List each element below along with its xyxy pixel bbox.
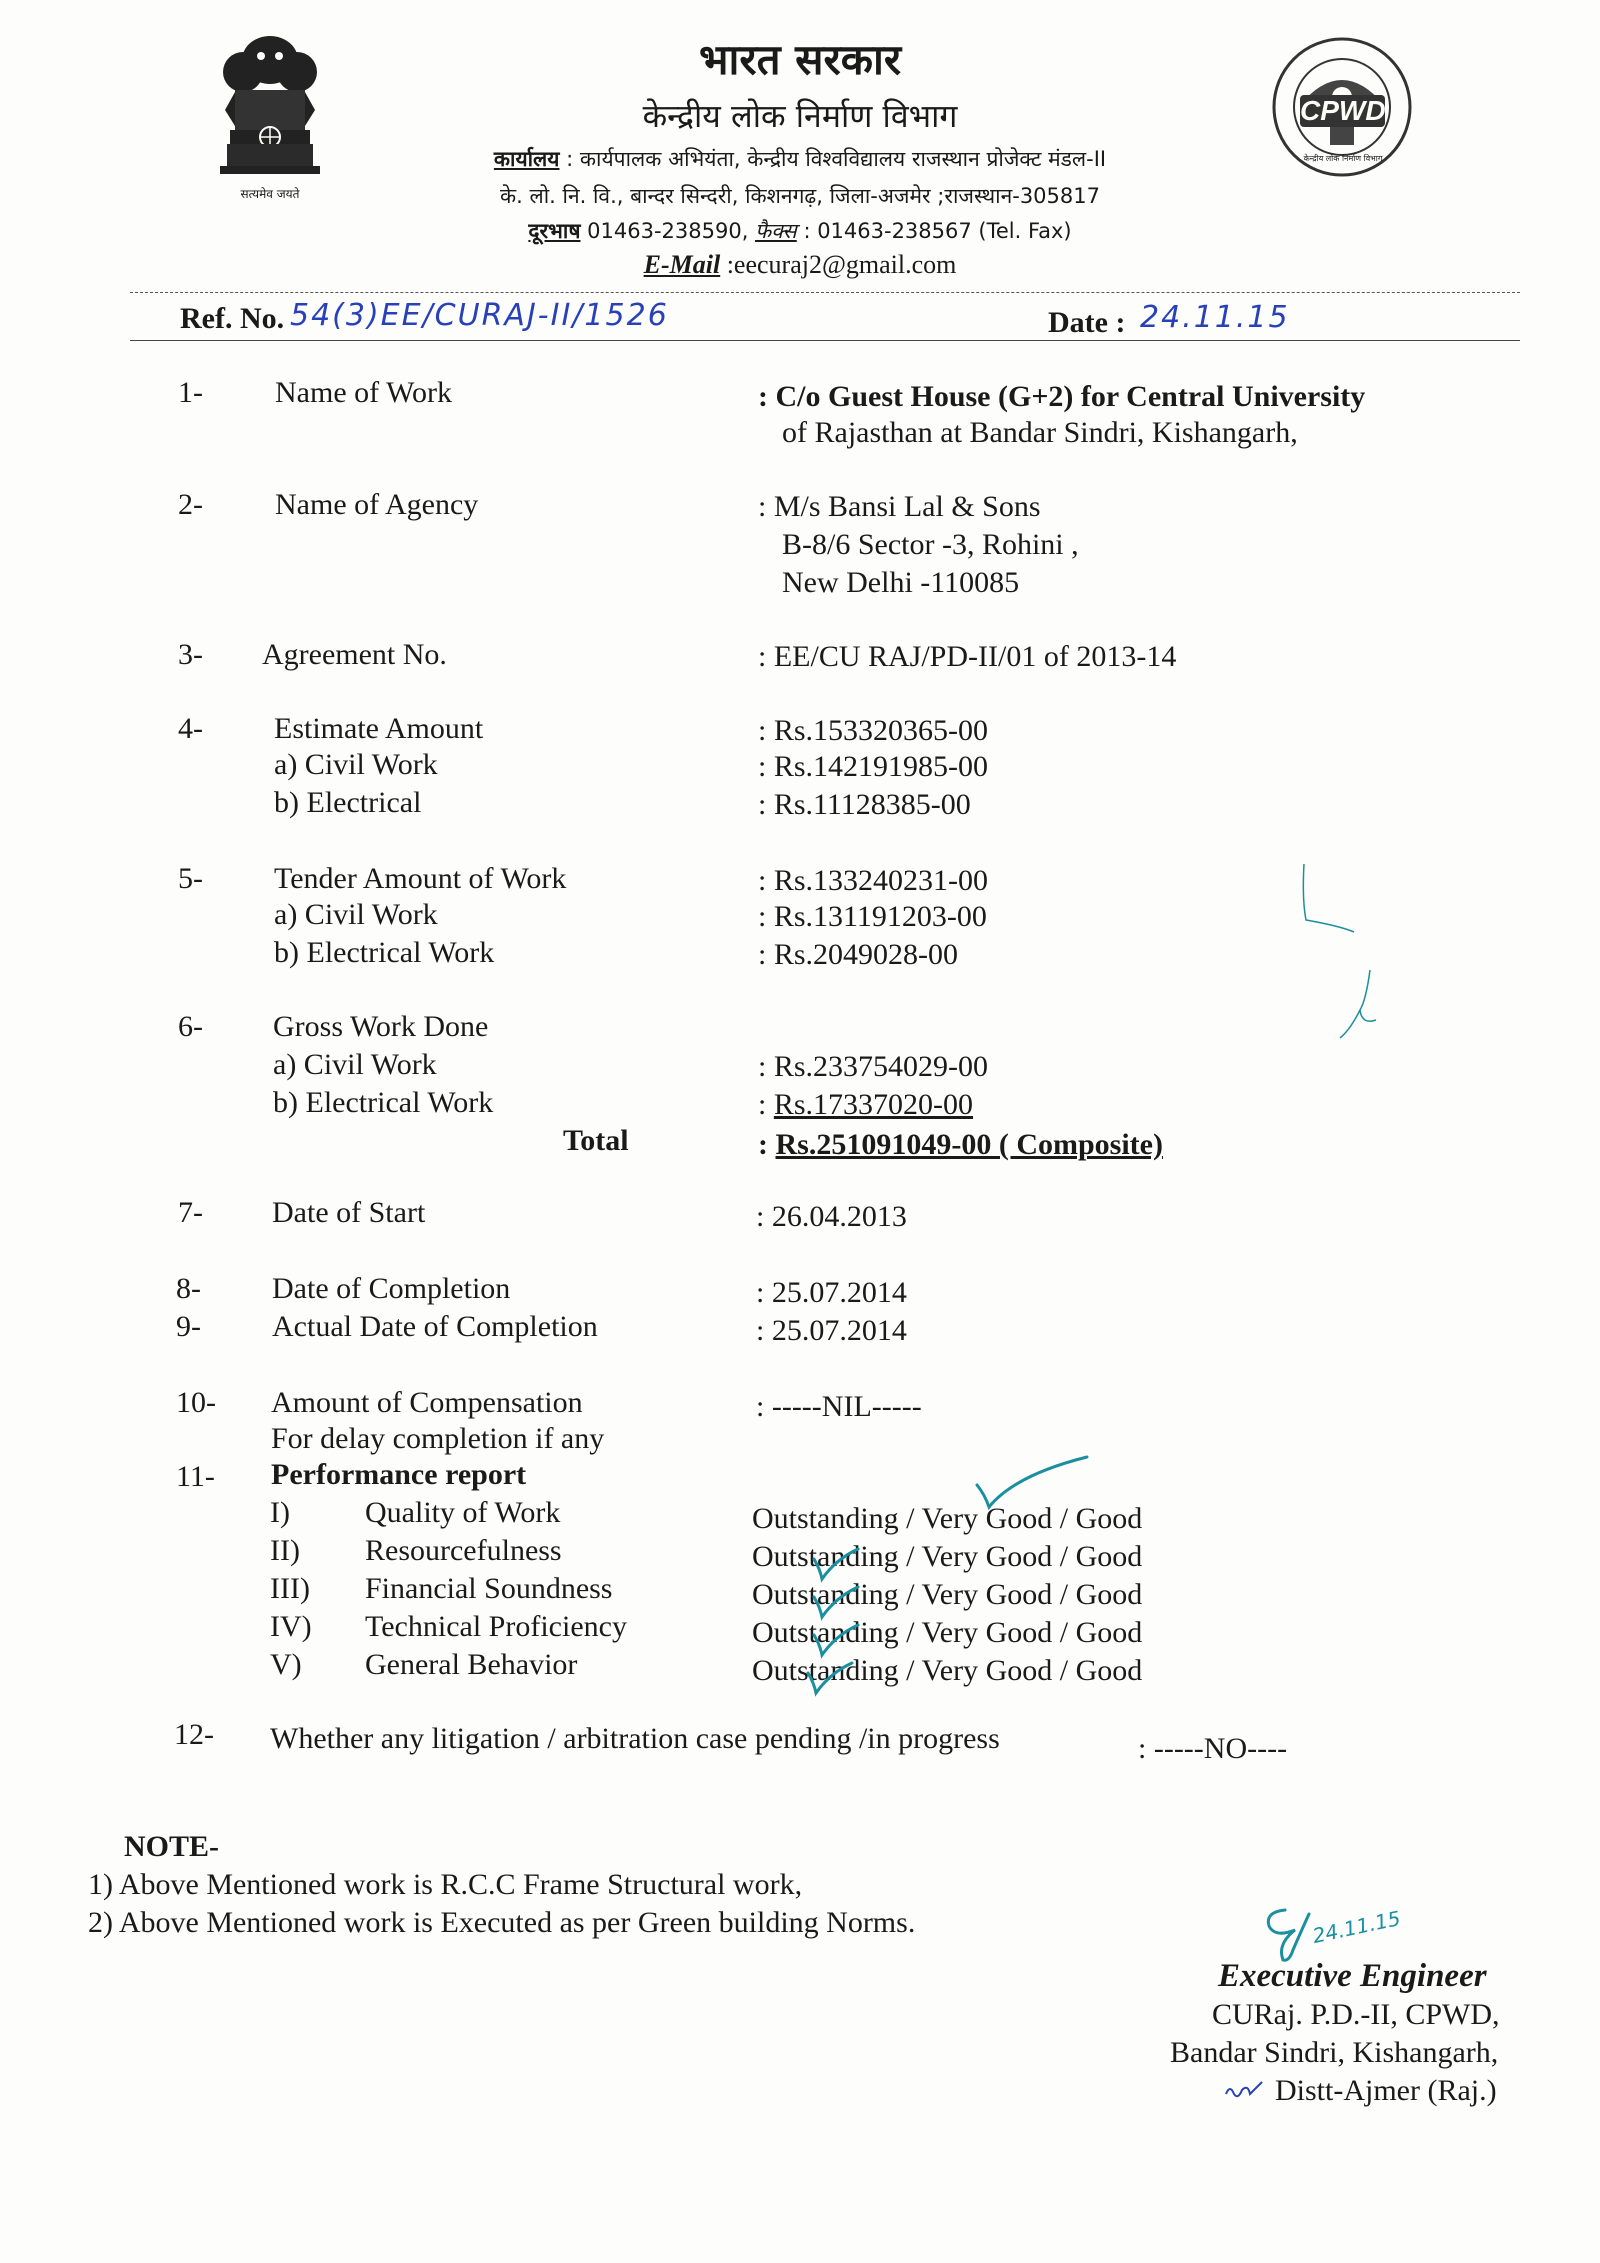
total-colon: : xyxy=(758,1128,776,1161)
tick-mark-icon xyxy=(812,1545,862,1585)
item-9-label: Actual Date of Completion xyxy=(272,1310,598,1343)
item-11-label: Performance report xyxy=(271,1458,527,1491)
item-4-label: Estimate Amount xyxy=(274,712,484,745)
item-6b-colon: : xyxy=(758,1088,774,1121)
signature-line-2: Bandar Sindri, Kishangarh, xyxy=(1170,2036,1499,2069)
perf-row-5-label: General Behavior xyxy=(365,1648,578,1681)
item-2-label: Name of Agency xyxy=(275,488,479,521)
item-10-number: 10- xyxy=(176,1386,216,1419)
item-2-value-2: B-8/6 Sector -3, Rohini , xyxy=(782,528,1079,561)
header-office-label: कार्यालय xyxy=(493,147,560,171)
margin-pen-mark-icon xyxy=(1300,860,1380,1060)
signature-date: 24.11.15 xyxy=(1310,1906,1403,1948)
item-5a-label: a) Civil Work xyxy=(274,898,438,931)
item-6a-value: : Rs.233754029-00 xyxy=(758,1050,989,1083)
header-phone-line xyxy=(0,217,1600,245)
perf-row-3-number: III) xyxy=(270,1572,310,1605)
item-1-value-2: of Rajasthan at Bandar Sindri, Kishangarh, xyxy=(782,416,1298,449)
signature-line-1: CURaj. P.D.-II, CPWD, xyxy=(1212,1998,1500,2031)
item-6b-value-line xyxy=(758,1088,973,1122)
header-govt-india: भारत सरकार xyxy=(698,35,902,84)
header-department: केन्द्रीय लोक निर्माण विभाग xyxy=(642,97,958,135)
item-9-number: 9- xyxy=(176,1310,201,1343)
item-4-number: 4- xyxy=(178,712,203,745)
cpwd-logo-text: CPWD xyxy=(1300,95,1386,126)
cpwd-logo-ring-text: केन्द्रीय लोक निर्माण विभाग xyxy=(1303,154,1383,163)
item-4b-value: : Rs.11128385-00 xyxy=(758,788,971,821)
item-12-label: Whether any litigation / arbitration case pending /in progress xyxy=(270,1722,1000,1755)
total-value-line xyxy=(758,1128,1163,1162)
emblem-caption: सत्यमेव जयते xyxy=(240,187,300,201)
perf-row-1-number: I) xyxy=(270,1496,290,1529)
tick-mark-icon xyxy=(975,1455,1095,1515)
header-email-value: :eecuraj2@gmail.com xyxy=(720,250,957,279)
perf-row-4-scale: Outstanding / Very Good / Good xyxy=(752,1616,1143,1649)
item-5b-label: b) Electrical Work xyxy=(274,936,495,969)
item-5a-value: : Rs.131191203-00 xyxy=(758,900,987,933)
item-1-value: : C/o Guest House (G+2) for Central University xyxy=(758,380,1366,413)
item-3-value: : EE/CU RAJ/PD-II/01 of 2013-14 xyxy=(758,640,1177,673)
item-8-value: : 25.07.2014 xyxy=(756,1276,907,1309)
item-6b-label: b) Electrical Work xyxy=(273,1086,494,1119)
item-3-number: 3- xyxy=(178,638,203,671)
item-10-label-2: For delay completion if any xyxy=(271,1422,605,1455)
item-8-label: Date of Completion xyxy=(272,1272,511,1305)
date-handwritten: 24.11.15 xyxy=(1140,300,1290,335)
item-4a-label: a) Civil Work xyxy=(274,748,438,781)
perf-row-4-label: Technical Proficiency xyxy=(365,1610,627,1643)
perf-row-3-scale: Outstanding / Very Good / Good xyxy=(752,1578,1143,1611)
ref-label: Ref. No. xyxy=(180,302,285,335)
item-3-label: Agreement No. xyxy=(262,638,447,671)
item-5-value: : Rs.133240231-00 xyxy=(758,864,989,897)
item-2-number: 2- xyxy=(178,488,203,521)
tick-mark-icon xyxy=(812,1583,862,1623)
item-12-value: : -----NO---- xyxy=(1138,1732,1288,1765)
tick-mark-icon xyxy=(806,1659,856,1699)
item-9-value: : 25.07.2014 xyxy=(756,1314,907,1347)
item-6-label: Gross Work Done xyxy=(273,1010,489,1043)
header-phone-number: 01463-238590, xyxy=(580,219,756,243)
item-6a-label: a) Civil Work xyxy=(273,1048,437,1081)
header-fax-label: फैक्स xyxy=(755,219,797,243)
perf-row-1-scale: Outstanding / Very Good / Good xyxy=(752,1502,1143,1535)
perf-row-2-scale: Outstanding / Very Good / Good xyxy=(752,1540,1143,1573)
item-11-number: 11- xyxy=(176,1460,215,1493)
perf-row-2-label: Resourcefulness xyxy=(365,1534,562,1567)
item-5-number: 5- xyxy=(178,862,203,895)
header-phone-label: दूरभाष xyxy=(528,219,581,243)
item-10-value: : -----NIL----- xyxy=(756,1390,922,1423)
item-7-number: 7- xyxy=(178,1196,203,1229)
header-office-text: : कार्यपालक अभियंता, केन्द्रीय विश्वविद्यालय राजस्थान प्रोजेक्ट मंडल-II xyxy=(559,147,1107,171)
initials-scribble-icon xyxy=(1222,2078,1268,2104)
ref-top-rule xyxy=(130,292,1520,293)
note-line-1: 1) Above Mentioned work is R.C.C Frame Structural work, xyxy=(88,1868,803,1901)
item-7-value: : 26.04.2013 xyxy=(756,1200,907,1233)
note-title: NOTE- xyxy=(124,1830,220,1863)
perf-row-5-scale: Outstanding / Very Good / Good xyxy=(752,1654,1143,1687)
perf-row-5-number: V) xyxy=(270,1648,302,1681)
header-address-line: के. लो. नि. वि., बान्दर सिन्दरी, किशनगढ़, जिला-अजमेर ;राजस्थान-305817 xyxy=(500,184,1100,208)
item-1-label: Name of Work xyxy=(275,376,452,409)
item-10-label: Amount of Compensation xyxy=(271,1386,583,1419)
perf-row-3-label: Financial Soundness xyxy=(365,1572,613,1605)
signature-title: Executive Engineer xyxy=(1218,1958,1487,1994)
note-line-2: 2) Above Mentioned work is Executed as per Green building Norms. xyxy=(88,1906,916,1939)
item-6-number: 6- xyxy=(178,1010,203,1043)
tick-mark-icon xyxy=(812,1621,862,1661)
item-1-number: 1- xyxy=(178,376,203,409)
total-value: Rs.251091049-00 ( Composite) xyxy=(775,1128,1163,1161)
signature-line-3: Distt-Ajmer (Raj.) xyxy=(1275,2074,1497,2107)
header-office-line xyxy=(0,145,1600,173)
item-2-value: : M/s Bansi Lal & Sons xyxy=(758,490,1041,523)
perf-row-2-number: II) xyxy=(270,1534,300,1567)
item-6b-value: Rs.17337020-00 xyxy=(773,1088,974,1121)
item-4-value: : Rs.153320365-00 xyxy=(758,714,989,747)
item-12-number: 12- xyxy=(174,1718,214,1751)
item-8-number: 8- xyxy=(176,1272,201,1305)
total-label: Total xyxy=(563,1124,629,1157)
perf-row-1-label: Quality of Work xyxy=(365,1496,561,1529)
header-fax-number: : 01463-238567 (Tel. Fax) xyxy=(796,219,1072,243)
date-label: Date : xyxy=(1048,306,1126,339)
item-5b-value: : Rs.2049028-00 xyxy=(758,938,959,971)
item-2-value-3: New Delhi -110085 xyxy=(782,566,1020,599)
item-4a-value: : Rs.142191985-00 xyxy=(758,750,989,783)
header-email-line xyxy=(0,250,1600,280)
item-7-label: Date of Start xyxy=(272,1196,426,1229)
item-5-label: Tender Amount of Work xyxy=(274,862,567,895)
item-4b-label: b) Electrical xyxy=(274,786,422,819)
header-email-label: E-Mail xyxy=(643,250,721,279)
ref-bottom-rule xyxy=(130,340,1520,341)
ref-number-handwritten: 54(3)EE/CURAJ-II/1526 xyxy=(290,298,669,333)
perf-row-4-number: IV) xyxy=(270,1610,312,1643)
